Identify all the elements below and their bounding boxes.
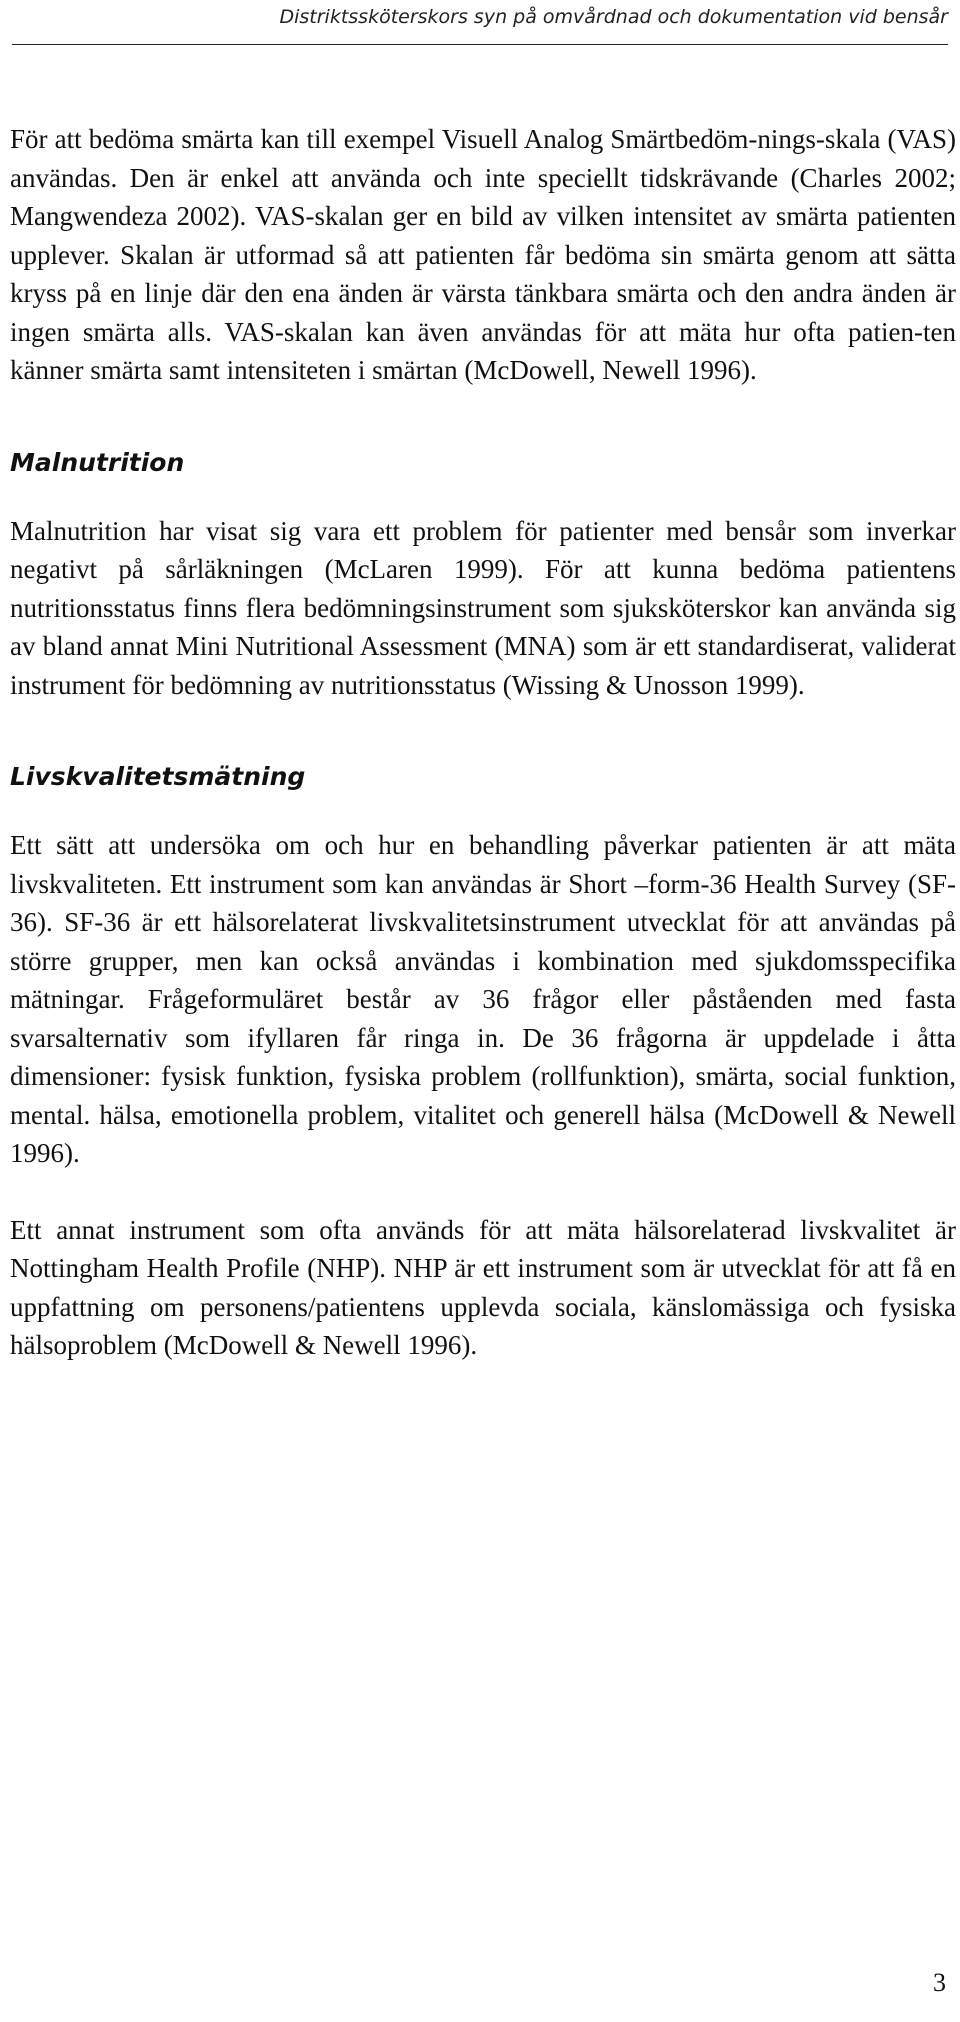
paragraph-vas: För att bedöma smärta kan till exempel Visuell Analog Smärtbedöm-nings-skala (VAS) användas. Den är enkel att använda och inte speciellt tidskrävande (Charles 2002; Mangwendeza 2002). VAS-skalan ger en bild av vilken intensitet av smärta patienten upplever. Skalan är utformad så att patienten får bedöma sin smärta genom att sätta kryss på en linje där den ena änden är värsta tänkbara smärta och den andra änden är ingen smärta alls. VAS-skalan kan även användas för att mäta hur ofta patien-ten känner smärta samt intensiteten i smärtan (McDowell, Newell 1996).	[10, 124, 956, 385]
paragraph-malnutrition: Malnutrition har visat sig vara ett problem för patienter med bensår som inverkar negativt på sårläkningen (McLaren 1999). För att kunna bedöma patientens nutritionsstatus finns flera bedömningsinstrument som sjuksköterskor kan använda sig av bland annat Mini Nutritional Assessment (MNA) som är ett standardiserat, validerat instrument för bedömning av nutritionsstatus (Wissing & Unosson 1999).	[10, 515, 956, 700]
paragraph-nhp: Ett annat instrument som ofta används för att mäta hälsorelaterad livskvalitet är Nottingham Health Profile (NHP). NHP är ett instrument som är utvecklat för att få en uppfattning om personens/patientens upplevda sociala, känslomässiga och fysiska hälsoproblem (McDowell & Newell 1996).	[10, 1214, 956, 1360]
heading-livskvalitetsmatning: Livskvalitetsmätning	[10, 762, 306, 791]
running-header	[12, 0, 948, 45]
page-number: 3	[933, 1968, 946, 1997]
running-header-title: Distriktssköterskors syn på omvårdnad och dokumentation vid bensår	[279, 6, 948, 28]
heading-malnutrition: Malnutrition	[10, 447, 185, 477]
document-body	[10, 120, 956, 1403]
paragraph-sf36: Ett sätt att undersöka om och hur en behandling påverkar patienten är att mäta livskvaliteten. Ett instrument som kan användas är Short –form-36 Health Survey (SF-36). SF-36 är ett hälsorelaterat livskvalitetsinstrument utvecklat för att användas på större grupper, men kan också användas i kombination med sjukdomsspecifika mätningar. Frågeformuläret består av 36 frågor eller påståenden med fasta svarsalternativ som ifyllaren får ringa in. De 36 frågorna är uppdelade i åtta dimensioner: fysisk funktion, fysiska problem (rollfunktion), smärta, social funktion, mental. hälsa, emotionella problem, vitalitet och generell hälsa (McDowell & Newell 1996).	[10, 830, 956, 1168]
